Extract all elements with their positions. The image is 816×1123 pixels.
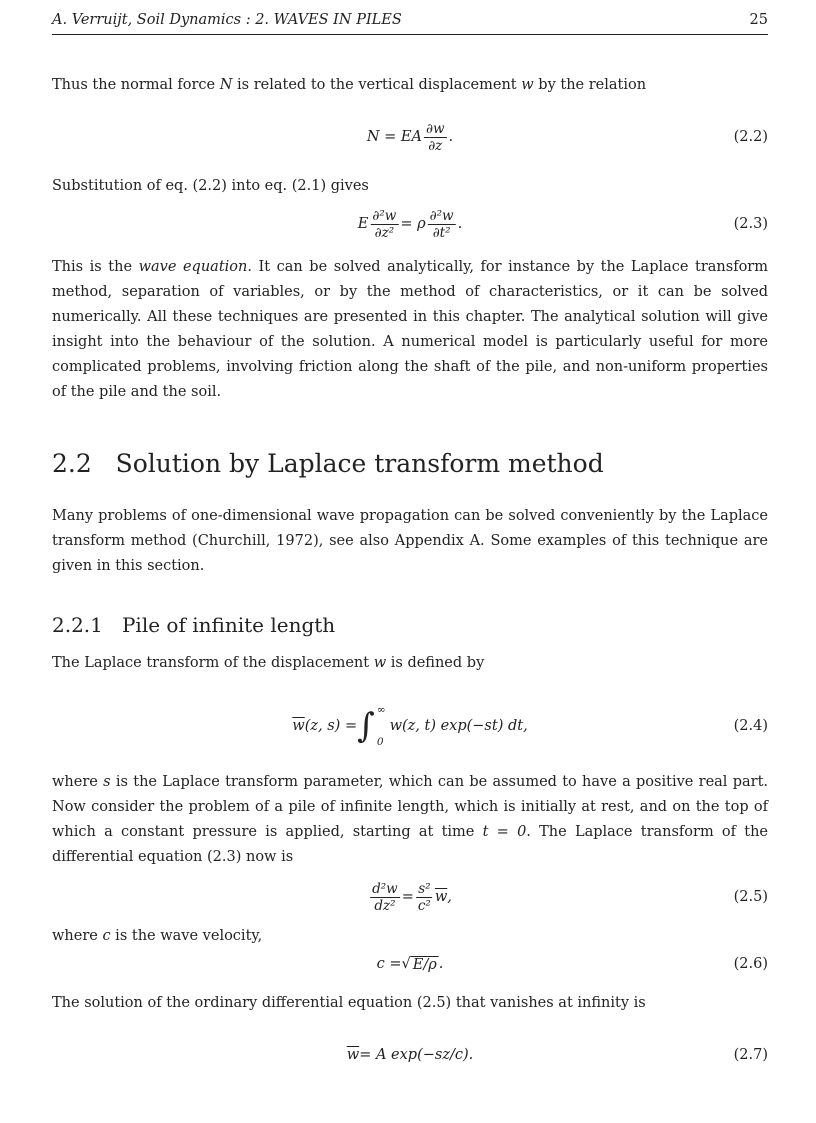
page-number: 25 — [749, 12, 768, 28]
equation-2-2: N = EA $\frac{\partial w}{\partial z}$ . (2.2) — [366, 120, 768, 154]
paragraph-4: Many problems of one-dimensional wave propagation can be solved conveniently by the Laplace transform method (Churchill, 1972), see also Appendix A. Some examples of this technique are given in this section. — [52, 508, 768, 574]
equation-number: (2.3) — [733, 216, 768, 232]
equation-number: (2.6) — [733, 956, 768, 972]
equation-2-7: $\overline{w}$ = A exp(−sz/c). (2.7) — [346, 1047, 768, 1063]
paragraph-1: Thus the normal force N is related to the vertical displacement w by the relation — [52, 77, 647, 93]
equation-2-6: c = √ E/ρ . (2.6) — [376, 956, 768, 973]
paragraph-3: This is the wave equation. It can be solved analytically, for instance by the Laplace transform method, separation of variables, or by the method of characteristics, or it can be solved numerically. All these techniques are presented in this chapter. The analytical solution will give insight into the behaviour of the solution. A numerical model is particularly useful for more complicated problems, involving friction along the shaft of the pile, and non-uniform properties of the pile and the soil. — [52, 259, 768, 400]
paragraph-6: where s is the Laplace transform parameter, which can be assumed to have a positive real part. Now consider the problem of a pile of infinite length, which is initially at rest, and on the top of which a constant pressure is applied, starting at time t = 0. The Laplace transform of the differential equation (2.3) now is — [52, 774, 769, 865]
paragraph-2: Substitution of eq. (2.2) into eq. (2.1) gives — [52, 178, 369, 194]
subsection-heading: 2.2.1 Pile of infinite length — [52, 613, 336, 637]
equation-number: (2.4) — [733, 718, 768, 734]
paragraph-8: The solution of the ordinary differential equation (2.5) that vanishes at infinity is — [52, 995, 646, 1011]
page — [52, 12, 768, 1070]
equation-2-3: E $\frac{\text{∂²w}}{\text{∂z²}}$ = ρ $\frac{\text{∂²w}}{\text{∂t²}}$ . (2.3) — [357, 207, 768, 241]
paragraph-7: where c is the wave velocity, — [52, 928, 263, 944]
sqrt-sign: √ E/ρ — [401, 956, 437, 973]
running-header — [52, 12, 768, 35]
integral-sign: ∫ — [357, 706, 375, 746]
section-heading: 2.2 Solution by Laplace transform method — [52, 449, 604, 478]
header-title: A. Verruijt, Soil Dynamics : 2. WAVES IN PILES — [52, 12, 402, 28]
equation-2-4: $\overline{w}$ (z, s) = ∫ ∞ 0 w(z, t) exp(−st) dt, (2.4) — [292, 704, 768, 748]
equation-number: (2.2) — [733, 129, 768, 145]
equation-2-5: $\frac{\text{d²w}}{\text{dz²}}$ = $\frac{\text{s²}}{\text{c²}}$ $\overline{w}$ , (2.5) — [372, 880, 768, 914]
paragraph-5: The Laplace transform of the displacement w is defined by — [52, 655, 485, 671]
equation-number: (2.5) — [733, 889, 768, 905]
equation-number: (2.7) — [733, 1047, 768, 1063]
